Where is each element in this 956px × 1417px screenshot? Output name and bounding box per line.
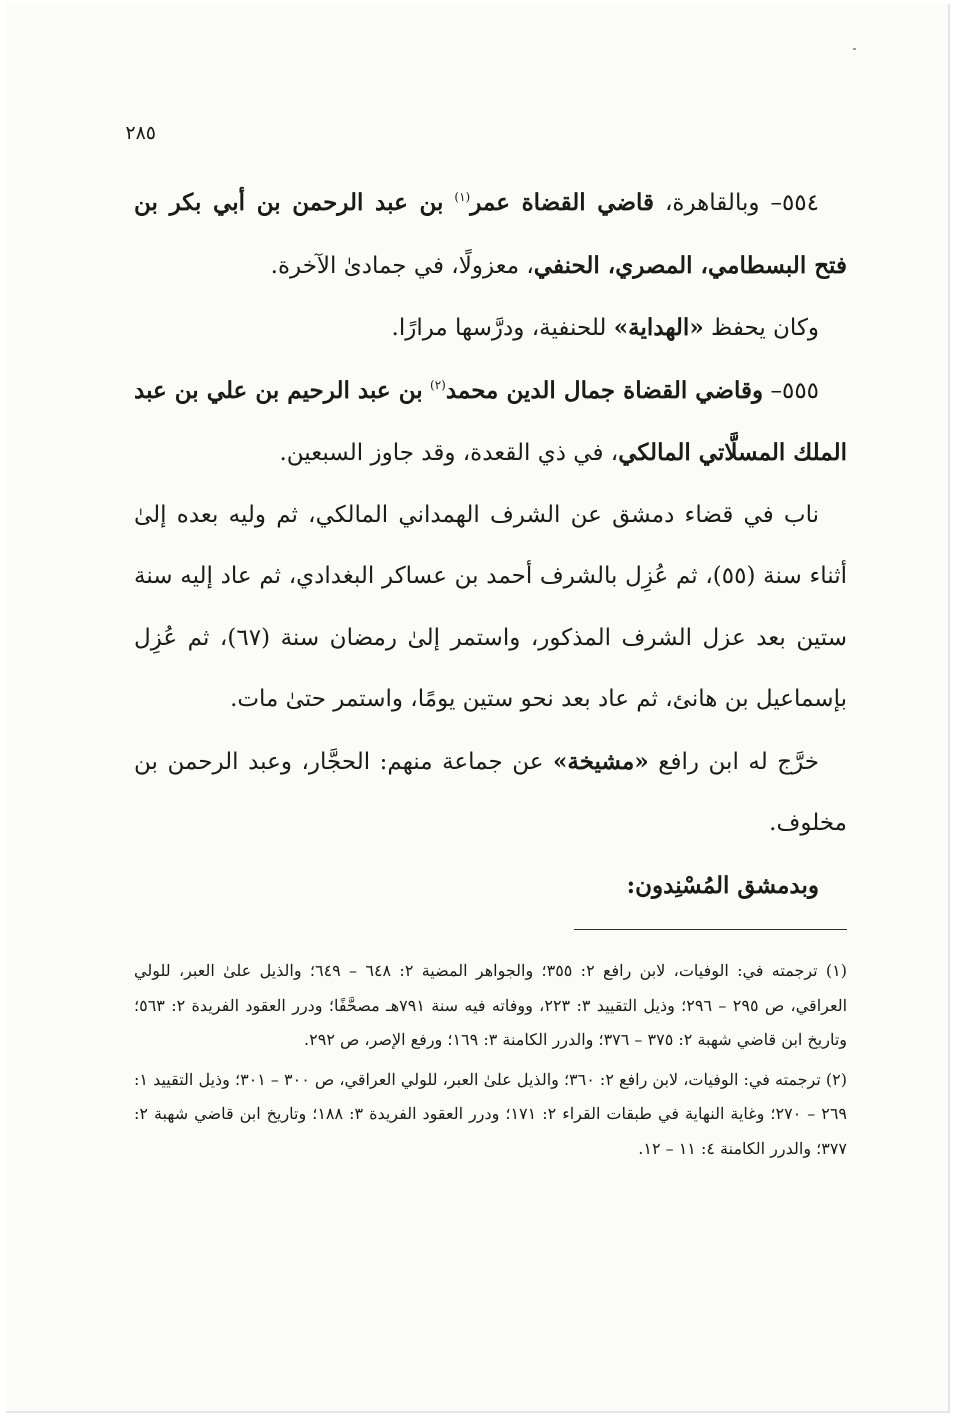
section-heading: وبدمشق المُسْنِدون: bbox=[626, 871, 819, 899]
book-page bbox=[6, 4, 950, 1413]
entry-554-name-a: قاضي القضاة عمر bbox=[470, 189, 655, 216]
entry-555-name-a: وقاضي القضاة جمال الدين محمد bbox=[445, 376, 764, 404]
scan-speck bbox=[853, 48, 856, 50]
footnote-ref-1[interactable]: (١) bbox=[454, 190, 471, 204]
entry-555-paragraph-1: ناب في قضاء دمشق عن الشرف الهمداني المالكي، ثم وليه بعده إلىٰ أثناء سنة (٥٥)، ثم عُزِل بالشرف أحمد بن عساكر البغدادي، ثم عاد إليه سنة ستين بعد عزل الشرف المذكور، واستمر إلىٰ رمضان سنة (٦٧)، ثم عُزِل بإسماعيل بن هانئ، ثم عاد بعد نحو ستين يومًا، واستمر حتىٰ مات. bbox=[134, 501, 847, 712]
book-title-mashyakha: «مشيخة» bbox=[553, 747, 649, 775]
entry-554 bbox=[134, 172, 847, 297]
entry-555-name-b: بن عبد الرحيم بن علي بن عبد الملك المسلَّاتي المالكي bbox=[134, 376, 847, 466]
page-number: ٢٨٥ bbox=[125, 122, 156, 144]
entry-554-name-b: بن عبد الرحمن بن أبي بكر بن فتح البسطامي، المصري، الحنفي bbox=[134, 189, 847, 279]
entry-555-tail: ، في ذي القعدة، وقد جاوز السبعين. bbox=[279, 440, 619, 466]
entry-554-tail: ، معزولًا، في جمادىٰ الآخرة. bbox=[270, 252, 534, 279]
entry-555-para2-text-end: عن جماعة منهم: الحجَّار، وعبد الرحمن بن مخلوف. bbox=[134, 748, 847, 836]
main-text bbox=[134, 172, 847, 916]
entry-554-para-text-end: للحنفية، ودرَّسها مرارًا. bbox=[391, 315, 614, 341]
entry-555-paragraph-2 bbox=[134, 731, 847, 855]
book-title-hidaya: «الهداية» bbox=[613, 314, 704, 341]
footnote-1: (١) ترجمته في: الوفيات، لابن رافع ٢: ٣٥٥؛ والجواهر المضية ٢: ٦٤٨ – ٦٤٩؛ والذيل علىٰ العبر، للولي العراقي، ص ٢٩٥ – ٢٩٦؛ وذيل التقييد ٣: ٢٢٣، ووفاته فيه سنة ٧٩١هـ مصحَّفًا؛ ودرر العقود الفريدة ٢: ٥٦٣؛ وتاريخ ابن قاضي شهبة ٢: ٣٧٥ – ٣٧٦؛ والدرر الكامنة ٣: ١٦٩؛ ورفع الإصر، ص ٢٩٢. bbox=[134, 961, 848, 1049]
footnotes bbox=[134, 954, 847, 1166]
footnote-2: (٢) ترجمته في: الوفيات، لابن رافع ٢: ٣٦٠؛ والذيل علىٰ العبر، للولي العراقي، ص ٣٠٠ – ٣٠١؛ وذيل التقييد ١: ٢٦٩ – ٢٧٠؛ وغاية النهاية في طبقات القراء ٢: ١٧١؛ ودرر العقود الفريدة ٣: ١٨٨؛ وتاريخ ابن قاضي شهبة ٢: ٣٧٧؛ والدرر الكامنة ٤: ١١ – ١٢. bbox=[134, 1069, 848, 1158]
entry-554-para-text: وكان يحفظ bbox=[703, 315, 819, 341]
footnote-separator bbox=[574, 929, 847, 930]
entry-554-intro: وبالقاهرة، bbox=[654, 190, 760, 216]
entry-555 bbox=[134, 360, 847, 485]
entry-555-number: ٥٥٥– bbox=[770, 377, 820, 404]
footnote-ref-2[interactable]: (٢) bbox=[430, 377, 446, 392]
entry-554-number: ٥٥٤– bbox=[770, 190, 820, 216]
entry-555-para2-text: خرَّج له ابن رافع bbox=[648, 748, 819, 775]
entry-554-paragraph bbox=[134, 297, 847, 360]
